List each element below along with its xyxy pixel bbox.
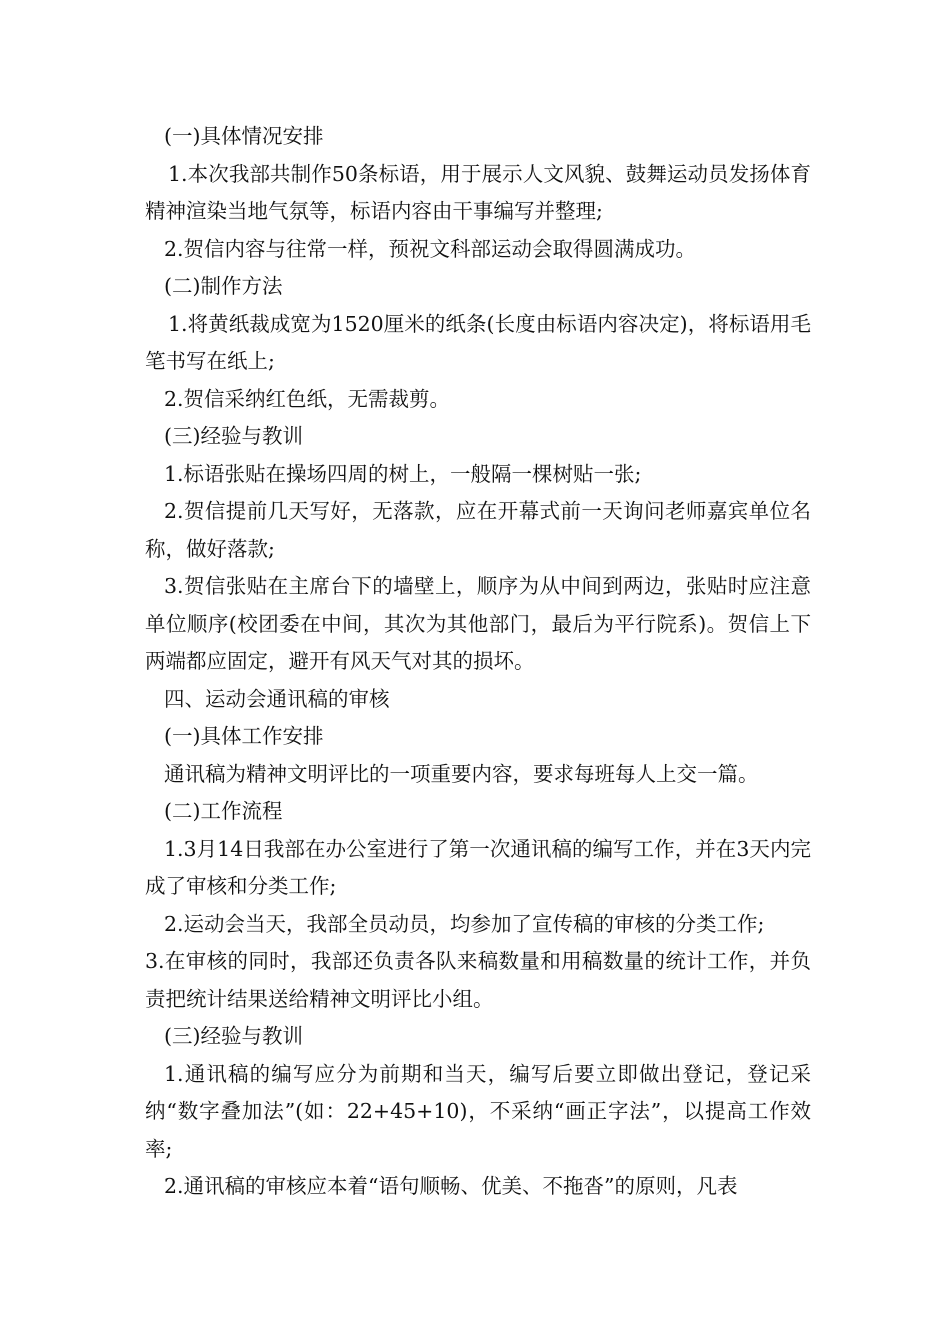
paragraph: 2.运动会当天，我部全员动员，均参加了宣传稿的审核的分类工作; bbox=[164, 911, 765, 936]
paragraph: 1.通讯稿的编写应分为前期和当天，编写后要立即做出登记，登记采纳“数字叠加法”(如：22+45+10)，不采纳“画正字法”，以提高工作效率; bbox=[145, 1061, 811, 1161]
section-heading: (二)工作流程 bbox=[164, 799, 283, 823]
section-heading: (一)具体工作安排 bbox=[164, 724, 324, 748]
paragraph: 2.贺信采纳红色纸，无需裁剪。 bbox=[164, 386, 451, 411]
section-heading: (二)制作方法 bbox=[164, 274, 283, 298]
paragraph: 3.在审核的同时，我部还负责各队来稿数量和用稿数量的统计工作，并负责把统计结果送给精神文明评比小组。 bbox=[145, 949, 811, 1011]
section-heading: 四、运动会通讯稿的审核 bbox=[164, 686, 390, 711]
section-heading: (一)具体情况安排 bbox=[164, 124, 324, 148]
paragraph: 1.3月14日我部在办公室进行了第一次通讯稿的编写工作，并在3天内完成了审核和分类工作; bbox=[145, 836, 811, 898]
paragraph: 1.标语张贴在操场四周的树上，一般隔一棵树贴一张; bbox=[164, 461, 642, 486]
paragraph: 通讯稿为精神文明评比的一项重要内容，要求每班每人上交一篇。 bbox=[164, 761, 759, 786]
section-heading: (三)经验与教训 bbox=[164, 424, 303, 448]
paragraph: 2.通讯稿的审核应本着“语句顺畅、优美、不拖沓”的原则，凡表 bbox=[164, 1174, 738, 1198]
paragraph: 1.本次我部共制作50条标语，用于展示人文风貌、鼓舞运动员发扬体育精神渲染当地气氛等，标语内容由干事编写并整理; bbox=[145, 161, 811, 223]
paragraph: 3.贺信张贴在主席台下的墙壁上，顺序为从中间到两边，张贴时应注意单位顺序(校团委在中间，其次为其他部门，最后为平行院系)。贺信上下两端都应固定，避开有风天气对其的损坏。 bbox=[145, 574, 811, 673]
paragraph: 1.将黄纸裁成宽为1520厘米的纸条(长度由标语内容决定)，将标语用毛笔书写在纸上; bbox=[145, 311, 811, 373]
section-heading: (三)经验与教训 bbox=[164, 1024, 303, 1048]
document-body bbox=[145, 118, 811, 1206]
paragraph: 2.贺信内容与往常一样，预祝文科部运动会取得圆满成功。 bbox=[164, 236, 697, 261]
paragraph: 2.贺信提前几天写好，无落款，应在开幕式前一天询问老师嘉宾单位名称，做好落款; bbox=[145, 499, 811, 561]
